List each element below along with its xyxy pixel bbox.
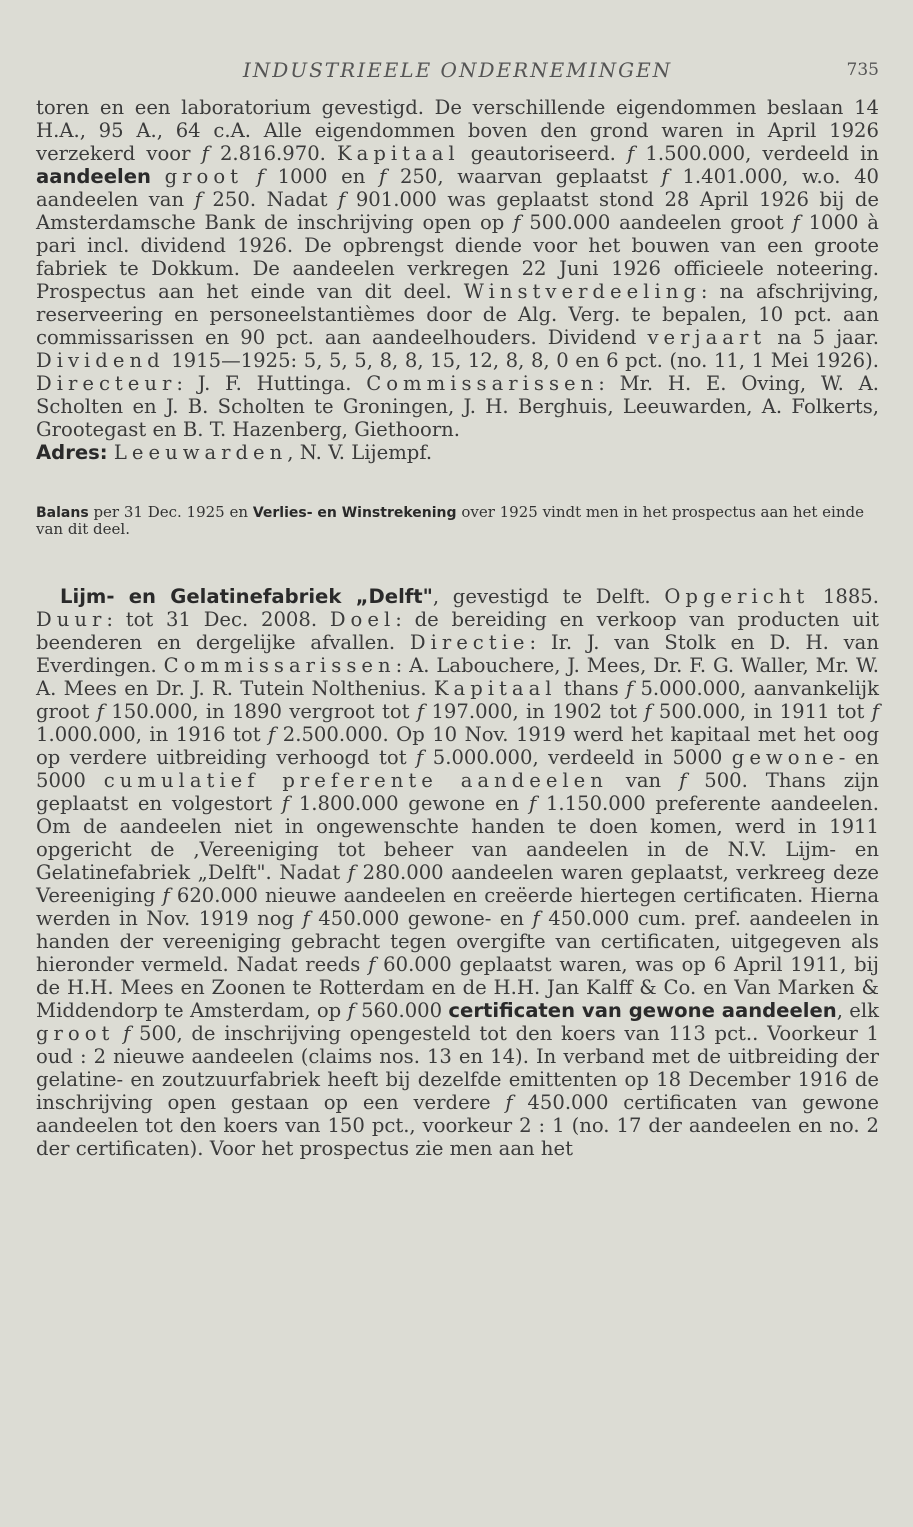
bold-term-aandeelen: aandeelen xyxy=(36,165,151,188)
text-run xyxy=(151,165,165,188)
text-run: van xyxy=(607,769,680,792)
text-run: 1.500.000, verdeeld in xyxy=(634,142,879,165)
florin-sign: f xyxy=(416,700,425,723)
text-run: 1885. xyxy=(809,585,879,608)
text-run: 1.401.000, w.o. 40 aandeelen van xyxy=(36,165,880,211)
bold-term-verlies-winst: Verlies- en Winstrekening xyxy=(252,505,457,521)
text-run: per 31 Dec. 1925 en xyxy=(88,503,253,521)
text-run xyxy=(243,165,257,188)
text-run: 500. Thans zijn geplaatst en volgestort xyxy=(36,769,879,815)
florin-sign: f xyxy=(505,1091,513,1114)
text-run: 5.000.000, aanvankelijk groot xyxy=(36,677,879,723)
text-run: 450.000 cum. pref. aandeelen in handen der vereeniging gebracht tegen overgifte van certificaten, uitgegeven als hieronder vermeld. Nadat reeds xyxy=(36,907,879,976)
label-duur: Duur xyxy=(36,608,107,631)
text-run xyxy=(114,1022,123,1045)
text-run: 5.000.000, verdeeld in 5000 xyxy=(423,746,732,769)
text-run: 560.000 xyxy=(354,999,449,1022)
text-run: , N. V. Lijempf. xyxy=(287,441,433,464)
text-run: 150.000, in 1890 vergroot tot xyxy=(103,700,417,723)
text-run: : A. Labouchere, J. Mees, Dr. F. G. Waller, Mr. W. A. Mees en Dr. J. R. Tutein Nolthenius. xyxy=(36,654,879,700)
florin-sign: f xyxy=(302,907,310,930)
florin-sign: f xyxy=(123,1022,131,1045)
label-commissarissen: Commissarissen xyxy=(366,372,599,395)
label-verjaart: verjaart xyxy=(647,326,767,349)
page-number: 735 xyxy=(846,60,879,80)
label-doel: Doel xyxy=(329,608,396,631)
company-name: Lijm- en Gelatinefabriek „Delft" xyxy=(60,585,433,608)
florin-sign: f xyxy=(532,907,540,930)
label-adres: Adres: xyxy=(36,441,108,464)
text-run: 901.000 was geplaatst stond 28 April 1926 bij de Amsterdamsche Bank de inschrijving open op xyxy=(36,188,879,234)
text-run: 500.000, in 1911 tot xyxy=(651,700,872,723)
text-run: 620.000 nieuwe aandeelen en creëerde hiertegen certificaten. Hierna werden in Nov. 1919 nog xyxy=(36,884,880,930)
bold-term-certificaten: certificaten van gewone aandeelen xyxy=(448,999,837,1022)
label-cumulatief-preferente: cumulatief preferente aandeelen xyxy=(103,769,608,792)
text-run: 450.000 gewone- en xyxy=(309,907,533,930)
florin-sign: f xyxy=(347,861,356,884)
text-run: 250, waarvan geplaatst xyxy=(386,165,662,188)
florin-sign: f xyxy=(679,769,687,792)
text-run: 60.000 geplaatst waren, was op 6 April 1911, bij de H.H. Mees en Zoonen te Rotterdam en de H.H. Jan Kalff & Co. en Van Marken & Middendorp te Amsterdam, op xyxy=(36,953,880,1022)
label-gewone: gewone xyxy=(731,746,839,769)
bold-term-balans: Balans xyxy=(36,505,89,521)
text-run: - en 5000 xyxy=(36,746,879,792)
text-run: : na afschrijving, reserveering en personeelstantièmes door de Alg. Verg. te bepalen, 10 pct. aan commissarissen en 90 pct. aan aandeelhouders. Dividend xyxy=(36,280,880,349)
florin-sign: f xyxy=(513,211,521,234)
florin-sign: f xyxy=(347,999,355,1022)
text-run: toren en een laboratorium gevestigd. De verschillende eigendommen beslaan 14 H.A., 95 A., 64 c.A. Alle eigendommen boven den grond waren in April 1926 verzekerd voor xyxy=(36,96,879,165)
florin-sign: f xyxy=(871,700,879,723)
text-run: na 5 jaar. xyxy=(766,326,879,349)
florin-sign: f xyxy=(194,188,202,211)
text-run: geautoriseerd. xyxy=(459,142,627,165)
text-run: 1.800.000 gewone en xyxy=(289,792,529,815)
text-run: : tot 31 Dec. 2008. xyxy=(106,608,330,631)
text-run: 500, de inschrijving opengesteld tot den koers van 113 pct.. Voorkeur 1 oud : 2 nieuwe aandeelen (claims nos. 13 en 14). In verband met de uitbreiding der gelatine- en zoutzuurfabriek heeft bij dezelfde emittenten op 18 December 1916 de inschrijving open gestaan op een verdere xyxy=(36,1022,880,1114)
label-dividend: Dividend xyxy=(36,349,165,372)
florin-sign: f xyxy=(379,165,387,188)
florin-sign: f xyxy=(625,677,634,700)
text-run: 1000 à pari incl. dividend 1926. De opbrengst diende voor het bouwen van een groote fabriek te Dokkum. De aandeelen verkregen 22 Juni 1926 officieele noteering. Prospectus aan het einde van dit deel. xyxy=(36,211,879,303)
label-kapitaal: Kapitaal xyxy=(337,142,460,165)
florin-sign: f xyxy=(96,700,104,723)
florin-sign: f xyxy=(528,792,537,815)
text-run: : J. F. Huttinga. xyxy=(176,372,367,395)
label-directeur: Directeur xyxy=(36,372,177,395)
text-run: : Ir. J. van Stolk en D. H. van Everdingen. xyxy=(36,631,879,677)
florin-sign: f xyxy=(644,700,652,723)
label-opgericht: Opgericht xyxy=(664,585,810,608)
text-run: 2.500.000. Op 10 Nov. 1919 werd het kapitaal met het oog op verdere uitbreiding verhoogd tot xyxy=(36,723,880,769)
florin-sign: f xyxy=(268,723,276,746)
balans-note xyxy=(36,504,879,537)
florin-sign: f xyxy=(416,746,424,769)
label-winstverdeeling: Winstverdeeling xyxy=(463,280,701,303)
florin-sign: f xyxy=(281,792,290,815)
text-run: 1915—1925: 5, 5, 5, 8, 8, 15, 12, 8, 8, 0 en 6 pct. (no. 11, 1 Mei 1926). xyxy=(164,349,879,372)
florin-sign: f xyxy=(792,211,800,234)
text-run: , elk xyxy=(836,999,879,1022)
florin-sign: f xyxy=(368,953,376,976)
label-kapitaal: Kapitaal xyxy=(433,677,557,700)
florin-sign: f xyxy=(162,884,170,907)
florin-sign: f xyxy=(338,188,346,211)
text-run: , gevestigd te Delft. xyxy=(432,585,665,608)
running-title: INDUSTRIEELE ONDERNEMINGEN xyxy=(242,58,673,82)
entry-lijm-gelatinefabriek-delft xyxy=(36,585,879,1160)
text-run: 1.150.000 preferente aandeelen. Om de aandeelen niet in ongewenschte handen te doen komen, werd in 1911 opgericht de ‚Vereeniging tot beheer van aandeelen in de N.V. Lijm- en Gelatinefabriek „Delft". Nadat xyxy=(36,792,879,884)
text-run: over 1925 vindt men in het prospectus aan het einde van dit deel. xyxy=(36,503,864,538)
text-run: thans xyxy=(556,677,626,700)
page-header xyxy=(36,0,879,96)
text-run: 250. Nadat xyxy=(201,188,339,211)
adres-place: Leeuwarden xyxy=(113,441,288,464)
text-run: 450.000 certificaten van gewone aandeelen tot den koers van 150 pct., voorkeur 2 : 1 (no. 17 der aandeelen en no. 2 der certificaten). Voor het prospectus zie men aan het xyxy=(36,1091,879,1160)
florin-sign: f xyxy=(256,165,264,188)
text-run: 280.000 aandeelen waren geplaatst, verkreeg deze Vereeniging xyxy=(36,861,880,907)
label-directie: Directie xyxy=(409,631,530,654)
text-run: 197.000, in 1902 tot xyxy=(424,700,645,723)
text-run: 500.000 aandeelen groot xyxy=(520,211,793,234)
text-run: : Mr. H. E. Oving, W. A. Scholten en J. B. Scholten te Groningen, J. H. Berghuis, Leeuwarden, A. Folkerts, Grootegast en B. T. Hazenberg, Giethoorn. xyxy=(36,372,879,441)
florin-sign: f xyxy=(627,142,635,165)
text-run: 2.816.970. xyxy=(208,142,338,165)
text-run: 1000 en xyxy=(263,165,380,188)
text-run: 1.000.000, in 1916 tot xyxy=(36,723,269,746)
florin-sign: f xyxy=(201,142,209,165)
entry-lijempf-continued xyxy=(36,96,879,464)
label-groot: groot xyxy=(164,165,244,188)
label-commissarissen: Commissarissen xyxy=(163,654,396,677)
text-run: : de bereiding en verkoop van producten uit beenderen en dergelijke afvallen. xyxy=(36,608,879,654)
florin-sign: f xyxy=(661,165,669,188)
label-groot: groot xyxy=(36,1022,115,1045)
